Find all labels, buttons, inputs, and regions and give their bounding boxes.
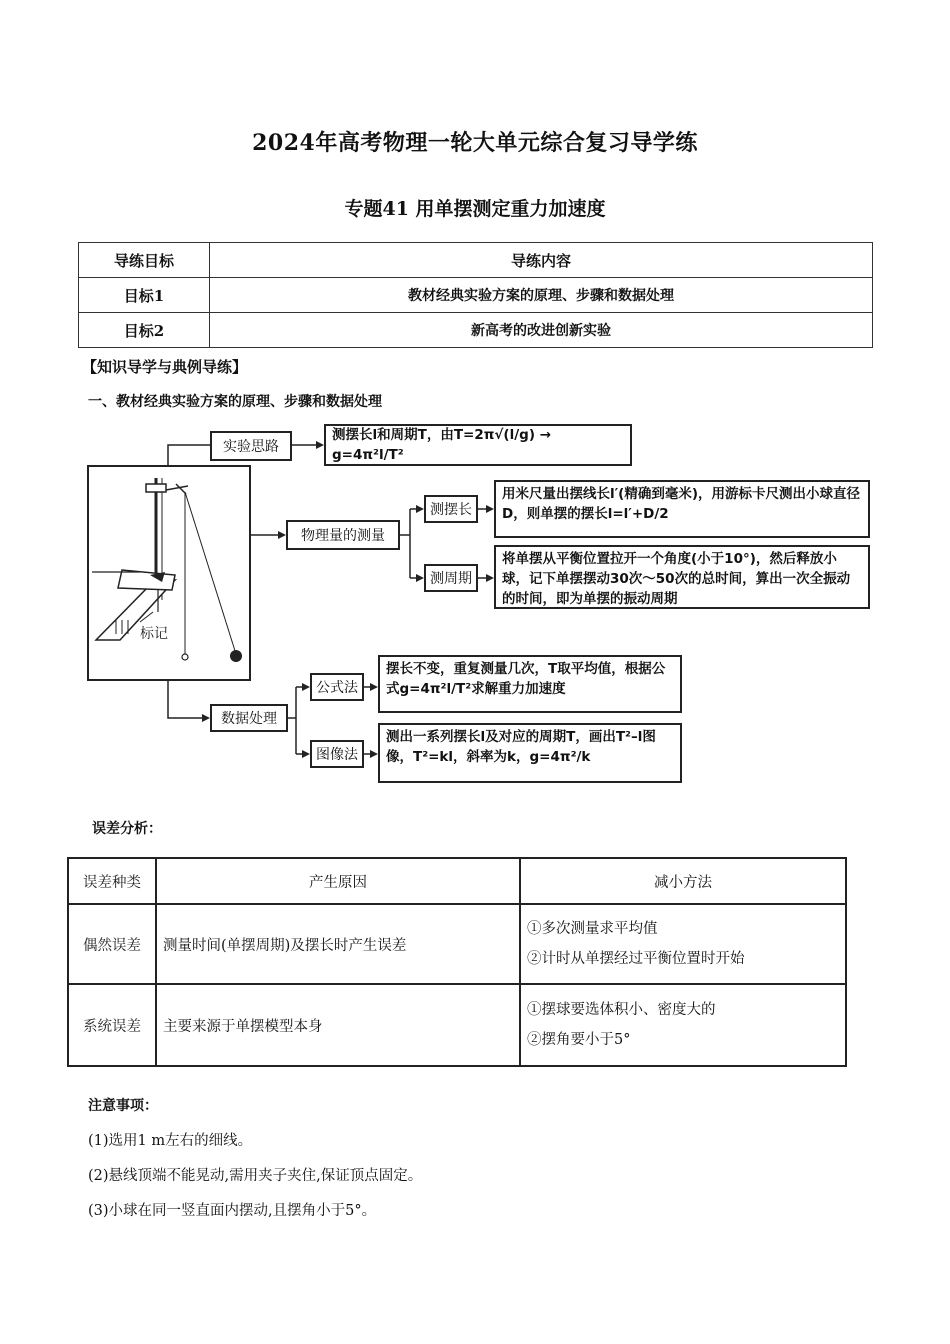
error-row [68,904,846,984]
period-label-box [424,564,478,592]
subsection-heading: 一、教材经典实验方案的原理、步骤和数据处理 [88,394,382,410]
graph-label-box [310,740,364,768]
notes-heading: 注意事项： [88,1098,158,1114]
error-heading: 误差分析： [92,821,162,837]
idea-text-box [324,424,632,466]
goal-label: 目标2 [79,313,210,348]
idea-label: 实验思路 [223,439,279,455]
page-subtitle: 专题41 用单摆测定重力加速度 [344,198,606,220]
goal-label: 目标1 [79,278,210,313]
error-header-type: 误差种类 [68,858,156,904]
formula-label: 公式法 [316,680,358,696]
measure-label-box [286,520,400,550]
goal-content: 教材经典实验方案的原理、步骤和数据处理 [210,278,873,313]
error-header-cause: 产生原因 [156,858,520,904]
apparatus-frame [88,466,250,680]
length-text-box [494,480,870,538]
goal-content: 新高考的改进创新实验 [210,313,873,348]
error-cause: 测量时间(单摆周期)及摆长时产生误差 [156,904,520,984]
length-label: 测摆长 [430,502,472,518]
length-text: 用米尺量出摆线长l′(精确到毫米)，用游标卡尺测出小球直径D，则单摆的摆长l=l′+D/2 [502,486,861,522]
pendulum-bob [182,654,188,660]
data-label-box [210,704,288,732]
mark-label: 标记 [140,626,168,642]
error-row [68,984,846,1066]
swung-bob [230,650,242,662]
graph-text: 测出一系列摆长l及对应的周期T，画出T²–l图像，T²=kl，斜率为k，g=4π²/k [386,729,656,765]
error-cause: 主要来源于单摆模型本身 [156,984,520,1066]
period-label: 测周期 [430,571,472,587]
data-label: 数据处理 [221,711,277,727]
error-method: ①摆球要选体积小、密度大的 [527,1002,716,1018]
graph-text-box [378,723,682,783]
error-table [67,857,847,1067]
error-type: 系统误差 [68,984,156,1066]
error-header-row [68,858,846,904]
period-text-box [494,545,870,609]
error-header-method: 减小方法 [520,858,846,904]
clamp-top [146,484,166,492]
idea-text: 测摆长l和周期T，由T=2π√(l/g) → g=4π²l/T² [332,427,552,463]
error-method: ②计时从单摆经过平衡位置时开始 [527,951,745,967]
note-item: (1)选用1 m左右的细线。 [88,1133,253,1149]
error-method: ②摆角要小于5° [527,1032,631,1048]
measure-label: 物理量的测量 [301,528,385,544]
formula-text: 摆长不变，重复测量几次，T取平均值，根据公式g=4π²l/T²求解重力加速度 [386,661,666,697]
error-type: 偶然误差 [68,904,156,984]
formula-label-box [310,673,364,701]
graph-label: 图像法 [316,747,358,763]
note-item: (3)小球在同一竖直面内摆动,且摆角小于5°。 [88,1203,377,1219]
error-method: ①多次测量求平均值 [527,921,658,937]
error-methods [520,984,846,1066]
period-text: 将单摆从平衡位置拉开一个角度(小于10°)，然后释放小球，记下单摆摆动30次～50次的总时间，算出一次全振动的时间，即为单摆的振动周期 [502,551,851,607]
error-methods [520,904,846,984]
length-label-box [424,495,478,523]
goals-header-content: 导练内容 [210,243,873,278]
formula-text-box [378,655,682,713]
goals-header-goal: 导练目标 [79,243,210,278]
page-title: 2024年高考物理一轮大单元综合复习导学练 [252,130,698,156]
idea-label-box [210,431,292,461]
note-item: (2)悬线顶端不能晃动,需用夹子夹住,保证顶点固定。 [88,1168,423,1184]
section-heading: 【知识导学与典例导练】 [82,358,248,376]
